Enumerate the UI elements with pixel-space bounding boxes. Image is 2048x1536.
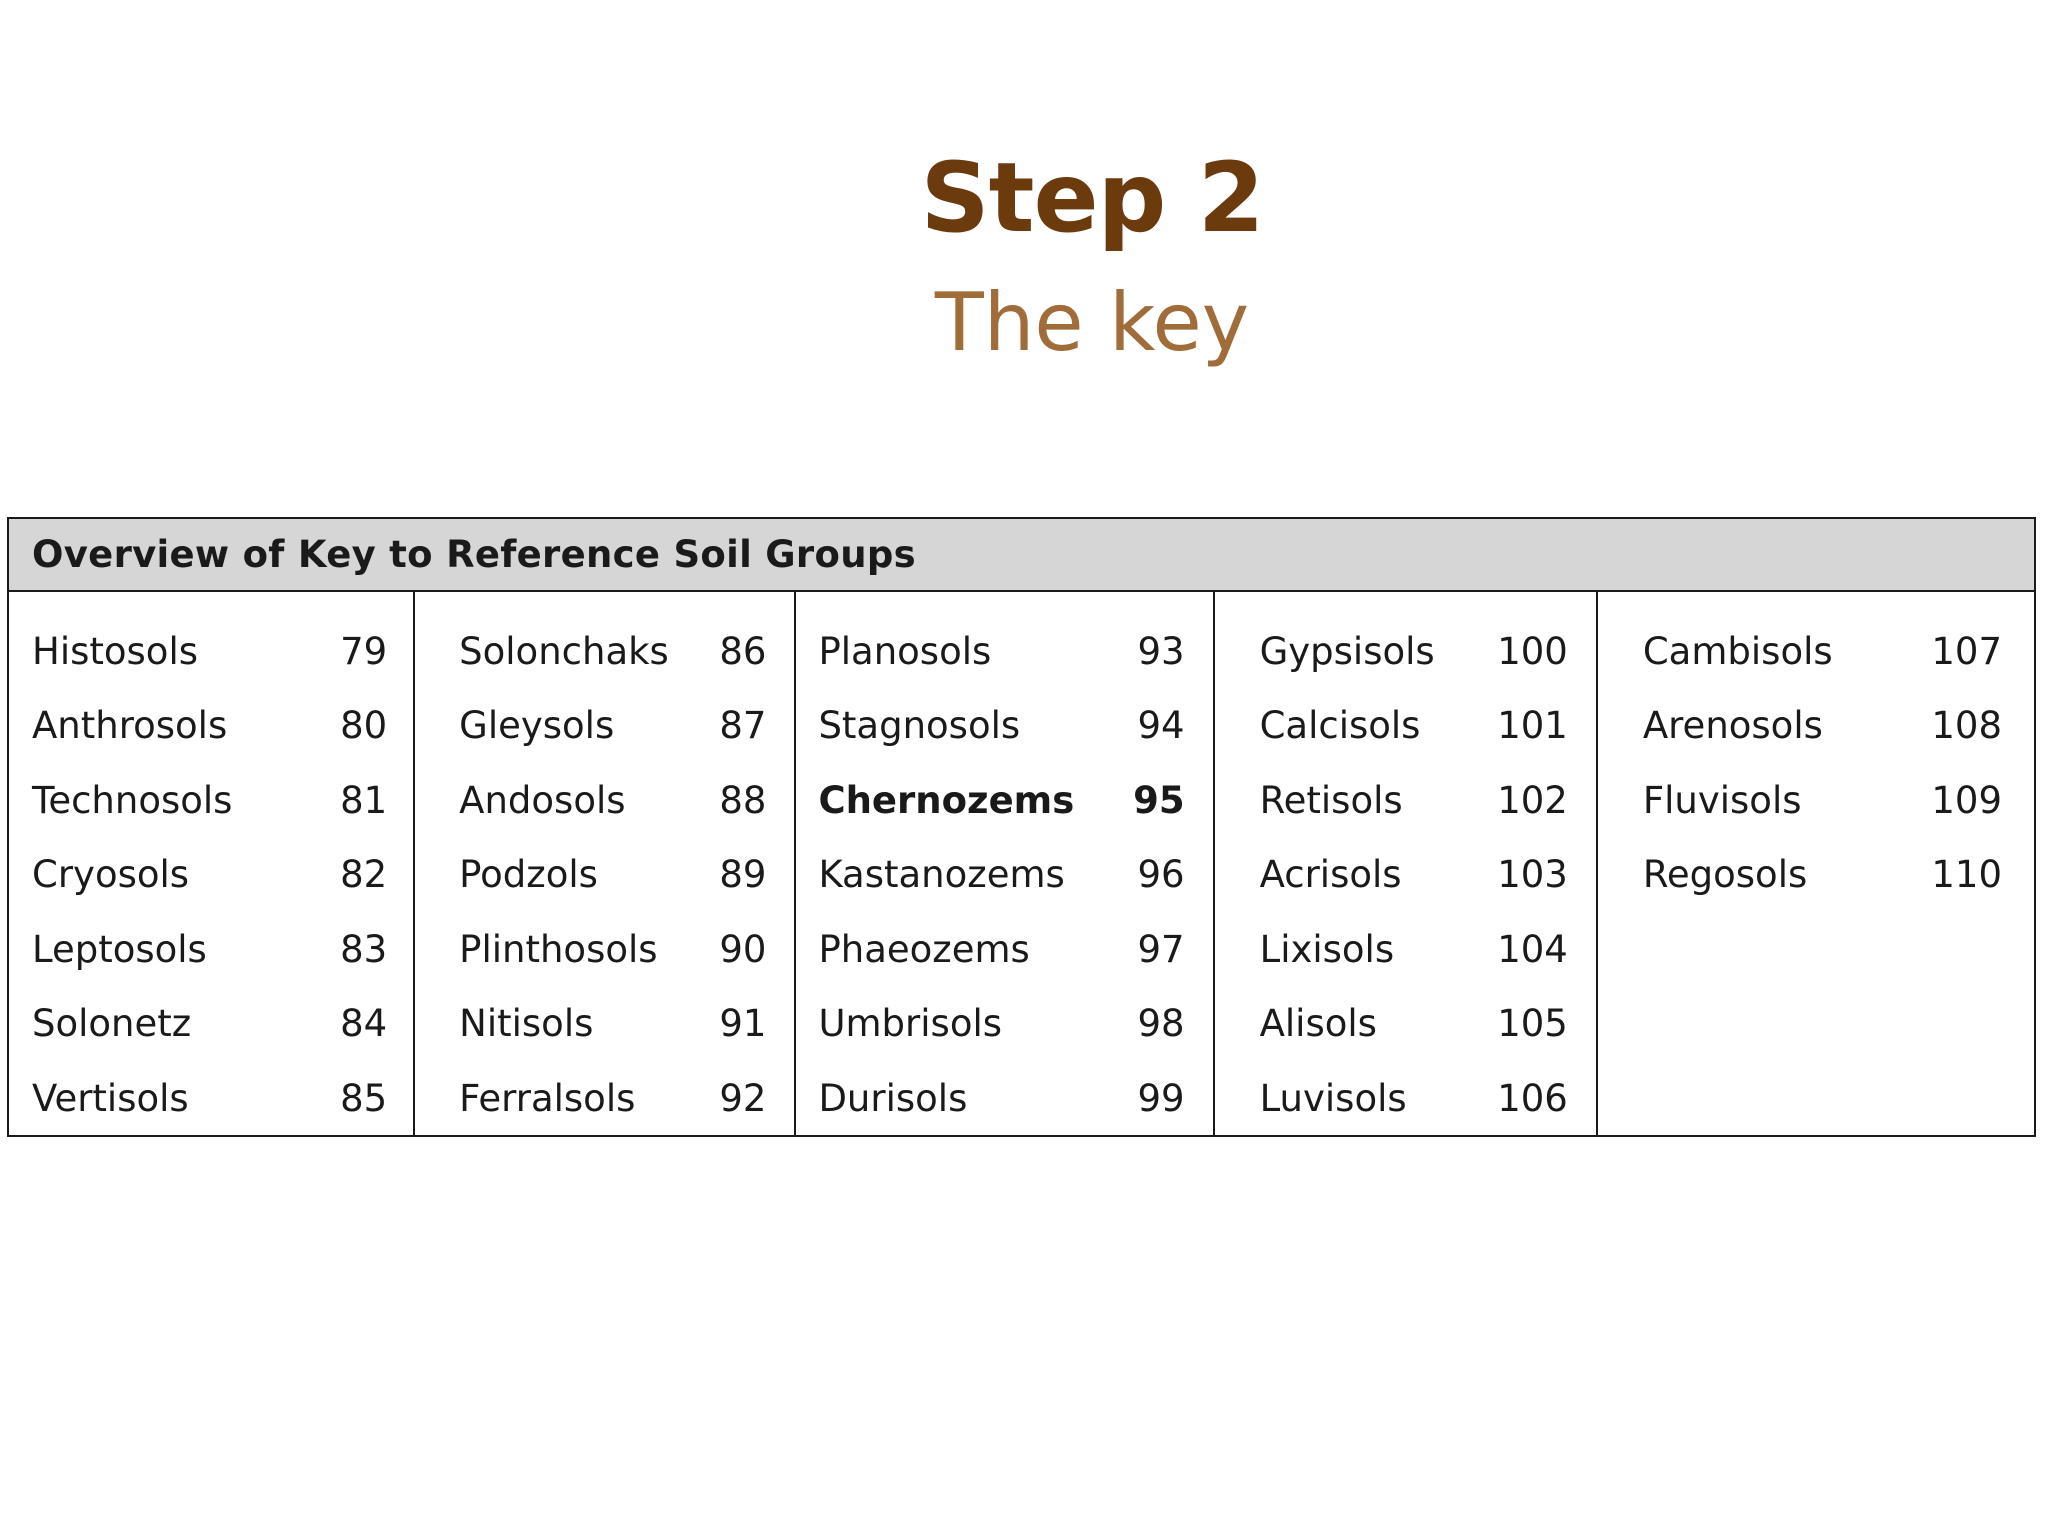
- soil-group-name: Chernozems: [818, 778, 1075, 822]
- page-number: 88: [719, 778, 767, 822]
- page-number: 94: [1137, 704, 1185, 748]
- table-column-1: [9, 592, 415, 1135]
- page-number: 90: [719, 927, 767, 971]
- soil-group-name: Planosols: [818, 629, 992, 673]
- table-row: [459, 987, 766, 1062]
- page-number: 110: [1931, 853, 2002, 897]
- soil-group-name: Ferralsols: [459, 1076, 636, 1120]
- soil-group-name: Kastanozems: [818, 853, 1065, 897]
- page-number: 105: [1497, 1002, 1568, 1046]
- soil-group-name: Solonetz: [32, 1002, 192, 1046]
- page-number: 89: [719, 853, 767, 897]
- page-number: 102: [1497, 778, 1568, 822]
- soil-group-name: Cryosols: [32, 853, 190, 897]
- soil-group-name: Lixisols: [1259, 927, 1395, 971]
- soil-group-name: Luvisols: [1259, 1076, 1407, 1120]
- table-row: [32, 614, 387, 689]
- table-row: [32, 1061, 387, 1136]
- soil-group-name: Technosols: [32, 778, 233, 822]
- page-number: 85: [340, 1076, 388, 1120]
- table-row: [32, 689, 387, 764]
- table-row: [818, 1061, 1184, 1136]
- page-number: 92: [719, 1076, 767, 1120]
- page-number: 100: [1497, 629, 1568, 673]
- page-number: 101: [1497, 704, 1568, 748]
- table-row: [818, 763, 1184, 838]
- soil-group-name: Plinthosols: [459, 927, 658, 971]
- soil-group-name: Gypsisols: [1259, 629, 1435, 673]
- page-number: 106: [1497, 1076, 1568, 1120]
- page-number: 103: [1497, 853, 1568, 897]
- page-number: 84: [340, 1002, 388, 1046]
- table-header: Overview of Key to Reference Soil Groups: [9, 519, 2034, 592]
- page-number: 104: [1497, 927, 1568, 971]
- table-row: [1643, 838, 2002, 913]
- soil-group-name: Histosols: [32, 629, 198, 673]
- soil-group-name: Calcisols: [1259, 704, 1421, 748]
- soil-groups-table: [7, 517, 2036, 1137]
- soil-group-name: Umbrisols: [818, 1002, 1003, 1046]
- page-number: 87: [719, 704, 767, 748]
- table-row: [1260, 614, 1568, 689]
- page-number: 98: [1137, 1002, 1185, 1046]
- table-row: [32, 912, 387, 987]
- soil-group-name: Retisols: [1259, 778, 1403, 822]
- soil-group-name: Leptosols: [32, 927, 207, 971]
- table-row: [459, 689, 766, 764]
- table-row: [818, 838, 1184, 913]
- page-number: 81: [340, 778, 388, 822]
- page-number: 107: [1931, 629, 2002, 673]
- table-row: [1643, 689, 2002, 764]
- page-number: 86: [719, 629, 767, 673]
- page-number: 83: [340, 927, 388, 971]
- table-row: [459, 912, 766, 987]
- table-row: [1260, 838, 1568, 913]
- table-row: [1260, 763, 1568, 838]
- page-number: 97: [1137, 927, 1185, 971]
- table-row: [818, 614, 1184, 689]
- table-row: [1260, 1061, 1568, 1136]
- slide-title: Step 2: [920, 142, 1264, 254]
- table-row: [1643, 614, 2002, 689]
- table-column-5: [1598, 592, 2034, 1135]
- soil-group-name: Durisols: [818, 1076, 968, 1120]
- table-row: [1260, 987, 1568, 1062]
- soil-group-name: Arenosols: [1642, 704, 1823, 748]
- page-number: 108: [1931, 704, 2002, 748]
- page-number: 96: [1137, 853, 1185, 897]
- soil-group-name: Cambisols: [1642, 629, 1833, 673]
- table-row: [459, 838, 766, 913]
- page-number: 79: [340, 629, 388, 673]
- table-row: [818, 987, 1184, 1062]
- soil-group-name: Podzols: [459, 853, 598, 897]
- page-number: 99: [1137, 1076, 1185, 1120]
- table-row: [459, 614, 766, 689]
- soil-group-name: Regosols: [1642, 853, 1808, 897]
- soil-group-name: Alisols: [1259, 1002, 1377, 1046]
- table-row: [32, 987, 387, 1062]
- soil-group-name: Fluvisols: [1642, 778, 1802, 822]
- table-row: [459, 763, 766, 838]
- table-row: [1643, 763, 2002, 838]
- table-row: [32, 763, 387, 838]
- soil-group-name: Stagnosols: [818, 704, 1021, 748]
- table-row: [459, 1061, 766, 1136]
- page-number: 82: [340, 853, 388, 897]
- soil-group-name: Andosols: [459, 778, 626, 822]
- table-row: [818, 912, 1184, 987]
- soil-group-name: Acrisols: [1259, 853, 1402, 897]
- page-number: 109: [1931, 778, 2002, 822]
- soil-group-name: Phaeozems: [818, 927, 1030, 971]
- table-row: [1260, 912, 1568, 987]
- table-row: [818, 689, 1184, 764]
- soil-group-name: Vertisols: [32, 1076, 189, 1120]
- page-number: 91: [719, 1002, 767, 1046]
- soil-group-name: Anthrosols: [32, 704, 228, 748]
- table-column-4: [1215, 592, 1598, 1135]
- table-column-3: [796, 592, 1214, 1135]
- page-number: 95: [1133, 778, 1185, 822]
- table-column-2: [415, 592, 796, 1135]
- soil-group-name: Nitisols: [459, 1002, 594, 1046]
- soil-group-name: Gleysols: [459, 704, 615, 748]
- table-body: [9, 592, 2034, 1135]
- page-number: 80: [340, 704, 388, 748]
- table-row: [32, 838, 387, 913]
- page-number: 93: [1137, 629, 1185, 673]
- soil-group-name: Solonchaks: [459, 629, 669, 673]
- slide-subtitle: The key: [934, 276, 1250, 369]
- table-row: [1260, 689, 1568, 764]
